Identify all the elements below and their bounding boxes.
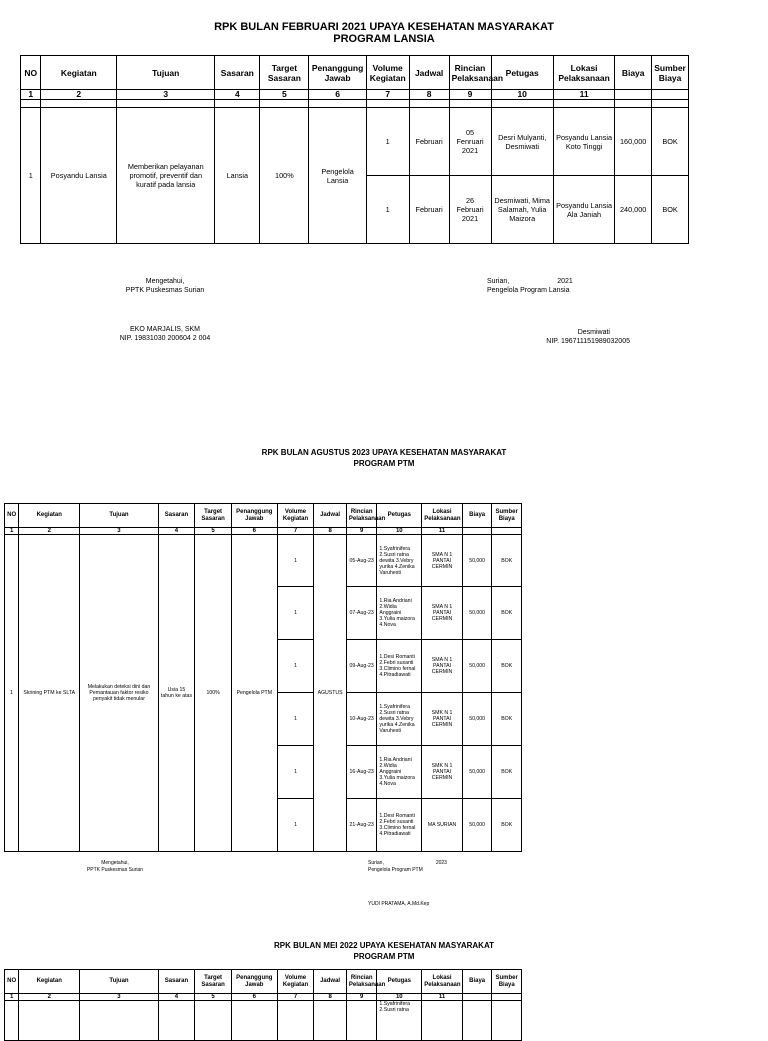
sign-right-year: 2021	[557, 278, 573, 285]
doc2-title-line1: RPK BULAN AGUSTUS 2023 UPAYA KESEHATAN MASYARAKAT	[261, 448, 507, 457]
cell-jadwal: Februari	[409, 176, 449, 244]
cell-petugas: 1.Ria Andriani 2.Widia Anggraini 3.Yulia maizora 4.Nova	[377, 746, 422, 799]
cell-biaya: 50,000	[462, 640, 492, 693]
cell-sumber: BOK	[492, 693, 522, 746]
cell-rincian: 07-Aug-23	[346, 587, 377, 640]
doc1-header-row	[21, 56, 689, 90]
cell-target: 100%	[195, 535, 232, 852]
sign-left-line2: PPTK Puskesmas Surian	[125, 287, 205, 294]
cell-biaya: 240,000	[615, 176, 652, 244]
number-cell: 7	[277, 994, 314, 1001]
header-no: NO	[5, 970, 19, 994]
doc1-sign-right	[487, 277, 627, 295]
header-rincian: Rincian Pelaksanaan	[346, 970, 377, 994]
doc1-sign-left	[90, 277, 240, 343]
cell-sumber: BOK	[492, 640, 522, 693]
doc1-sign-right-name-block	[470, 328, 630, 346]
number-cell: 6	[231, 528, 277, 535]
header-volume: Volume Kegiatan	[277, 970, 314, 994]
cell-volume: 1	[277, 640, 314, 693]
header-volume: Volume Kegiatan	[277, 504, 314, 528]
doc3-title-line1: RPK BULAN MEI 2022 UPAYA KESEHATAN MASYARAKAT	[273, 941, 495, 950]
cell-biaya: 50,000	[462, 693, 492, 746]
number-cell: 2	[19, 994, 80, 1001]
number-cell: 4	[158, 994, 195, 1001]
sign-right-nip: NIP. 196711151989032005	[546, 338, 630, 345]
sign-right-place: Surian,	[487, 278, 510, 285]
doc1-table	[20, 55, 689, 244]
header-rincian: Rincian Pelaksanaan	[346, 504, 377, 528]
cell-rincian: 05 Fenruari 2021	[449, 108, 491, 176]
cell-tujuan: Melakukan deteksi dini dan Pemantauan faktor resiko penyakit tidak menular	[80, 535, 158, 852]
header-sumber: Sumber Biaya	[492, 504, 522, 528]
number-cell: 11	[422, 994, 463, 1001]
sign-left-nip: NIP. 19831030 200604 2 004	[119, 335, 211, 342]
cell-no: 1	[5, 535, 19, 852]
header-petugas: Petugas	[377, 970, 422, 994]
number-cell: 10	[491, 90, 553, 100]
number-cell: 7	[366, 90, 409, 100]
header-sumber: Sumber Biaya	[652, 56, 689, 90]
doc1-number-row	[21, 90, 689, 100]
header-jadwal: Jadwal	[314, 504, 347, 528]
doc1-title-line1: RPK BULAN FEBRUARI 2021 UPAYA KESEHATAN MASYARAKAT	[214, 21, 554, 33]
cell-volume: 1	[366, 176, 409, 244]
sign-right-name: Desmiwati	[577, 329, 610, 336]
number-cell: 7	[277, 528, 314, 535]
cell-lokasi: MA SURIAN	[422, 799, 463, 852]
sign-right-name: YUDI PRATAMA, A.Md.Kep	[368, 901, 430, 907]
cell-no: 1	[21, 108, 41, 244]
cell-volume: 1	[277, 746, 314, 799]
table-row	[21, 108, 689, 176]
doc2-sign-right	[368, 860, 478, 873]
empty-cell	[492, 528, 522, 535]
number-cell: 2	[19, 528, 80, 535]
header-penanggung-jawab: Penanggung Jawab	[231, 970, 277, 994]
number-cell: 4	[158, 528, 195, 535]
cell-volume: 1	[277, 693, 314, 746]
empty-cell	[652, 90, 689, 100]
empty-cell	[492, 994, 522, 1001]
sign-right-line2: Pengelola Program Lansia	[487, 287, 570, 294]
header-jadwal: Jadwal	[314, 970, 347, 994]
number-cell: 2	[41, 90, 117, 100]
number-cell: 9	[449, 90, 491, 100]
cell-sumber: BOK	[652, 176, 689, 244]
number-cell: 9	[346, 528, 377, 535]
cell-jadwal: AGUSTUS	[314, 535, 347, 852]
header-tujuan: Tujuan	[117, 56, 215, 90]
header-kegiatan: Kegiatan	[19, 970, 80, 994]
cell-sumber: BOK	[652, 108, 689, 176]
header-tujuan: Tujuan	[80, 504, 158, 528]
header-no: NO	[5, 504, 19, 528]
doc3-header-row	[5, 970, 522, 994]
number-cell: 6	[231, 994, 277, 1001]
header-biaya: Biaya	[462, 970, 492, 994]
cell-biaya: 50,000	[462, 587, 492, 640]
cell-lokasi: SMA N 1 PANTAI CERMIN	[422, 640, 463, 693]
sign-left-line1: Mengetahui,	[145, 278, 185, 285]
cell-penanggung-jawab: Pengelola Lansia	[309, 108, 366, 244]
cell-biaya: 50,000	[462, 746, 492, 799]
header-petugas: Petugas	[491, 56, 553, 90]
sign-left-line2: PPTK Puskesmas Surian	[86, 866, 144, 873]
cell-sumber: BOK	[492, 535, 522, 587]
cell-lokasi: SMA N 1 PANTAI CERMIN	[422, 587, 463, 640]
cell-sumber: BOK	[492, 746, 522, 799]
cell-rincian: 10-Aug-23	[346, 693, 377, 746]
header-biaya: Biaya	[462, 504, 492, 528]
header-lokasi: Lokasi Pelaksanaan	[553, 56, 614, 90]
cell-petugas: 1.Syafrinifera 2.Susri ratna dewita 3.Vebry yurika 4.Zenika Varuhesti	[377, 693, 422, 746]
sign-right-place: Surian,	[368, 860, 384, 866]
table-row	[5, 1001, 522, 1041]
doc3-number-row	[5, 994, 522, 1001]
cell-jadwal: Februari	[409, 108, 449, 176]
cell-petugas: 1.Desi Romanti 2.Febri susanti 3.Climino fernal 4.Pitradiawati	[377, 640, 422, 693]
cell-rincian: 16-Aug-23	[346, 746, 377, 799]
header-sumber: Sumber Biaya	[492, 970, 522, 994]
empty-cell	[615, 90, 652, 100]
header-no: NO	[21, 56, 41, 90]
cell-sumber: BOK	[492, 587, 522, 640]
cell-sumber: BOK	[492, 799, 522, 852]
header-sasaran: Sasaran	[158, 970, 195, 994]
number-cell: 3	[117, 90, 215, 100]
cell-rincian: 26 Februari 2021	[449, 176, 491, 244]
header-target: Target Sasaran	[195, 504, 232, 528]
sign-left-name: EKO MARJALIS, SKM	[129, 326, 201, 333]
empty-cell	[462, 994, 492, 1001]
cell-volume: 1	[277, 799, 314, 852]
cell-rincian: 21-Aug-23	[346, 799, 377, 852]
cell-petugas: 1.Syafrinifera 2.Susri ratna dewita 3.Vebry yurika 4.Zenika Varuhesti	[377, 535, 422, 587]
header-lokasi: Lokasi Pelaksanaan	[422, 504, 463, 528]
cell-kegiatan: Posyandu Lansia	[41, 108, 117, 244]
header-tujuan: Tujuan	[80, 970, 158, 994]
header-target: Target Sasaran	[195, 970, 232, 994]
header-penanggung-jawab: Penanggung Jawab	[309, 56, 366, 90]
cell-penanggung-jawab: Pengelola PTM	[231, 535, 277, 852]
number-cell: 1	[5, 528, 19, 535]
number-cell: 11	[422, 528, 463, 535]
sign-right-year: 2023	[435, 860, 447, 866]
doc3-title-line2: PROGRAM PTM	[353, 952, 415, 961]
table-row	[5, 535, 522, 587]
number-cell: 11	[553, 90, 614, 100]
number-cell: 8	[314, 994, 347, 1001]
cell-sasaran: Usia 15 tahun ke atas	[158, 535, 195, 852]
number-cell: 5	[195, 994, 232, 1001]
number-cell: 10	[377, 528, 422, 535]
header-kegiatan: Kegiatan	[41, 56, 117, 90]
cell-lokasi: SMK N 1 PANTAI CERMIN	[422, 693, 463, 746]
header-lokasi: Lokasi Pelaksanaan	[422, 970, 463, 994]
number-cell: 3	[80, 994, 158, 1001]
cell-kegiatan: Skrining PTM ke SLTA	[19, 535, 80, 852]
number-cell: 9	[346, 994, 377, 1001]
doc1-blank-row	[21, 100, 689, 108]
doc2-table	[4, 503, 522, 852]
number-cell: 1	[21, 90, 41, 100]
number-cell: 4	[215, 90, 260, 100]
cell-volume: 1	[366, 108, 409, 176]
cell-biaya: 50,000	[462, 535, 492, 587]
doc1-title-line2: PROGRAM LANSIA	[333, 33, 435, 45]
doc2-title-line2: PROGRAM PTM	[353, 459, 415, 468]
cell-petugas: 1.Desi Romanti 2.Febri susanti 3.Climino fernal 4.Pitradiawati	[377, 799, 422, 852]
doc2-number-row	[5, 528, 522, 535]
cell-lokasi: Posyandu Lansia Koto Tinggi	[553, 108, 614, 176]
cell-target: 100%	[260, 108, 309, 244]
cell-lokasi: SMA N 1 PANTAI CERMIN	[422, 535, 463, 587]
number-cell: 3	[80, 528, 158, 535]
doc2-sign-left	[60, 860, 170, 873]
header-target: Target Sasaran	[260, 56, 309, 90]
doc2-header-row	[5, 504, 522, 528]
number-cell: 10	[377, 994, 422, 1001]
cell-petugas: Desri Mulyanti, Desmiwati	[491, 108, 553, 176]
header-penanggung-jawab: Penanggung Jawab	[231, 504, 277, 528]
empty-cell	[462, 528, 492, 535]
cell-volume: 1	[277, 587, 314, 640]
cell-biaya: 50,000	[462, 799, 492, 852]
header-kegiatan: Kegiatan	[19, 504, 80, 528]
number-cell: 5	[195, 528, 232, 535]
cell-petugas: 1.Ria Andriani 2.Widia Anggraini 3.Yulia maizora 4.Nova	[377, 587, 422, 640]
header-petugas: Petugas	[377, 504, 422, 528]
number-cell: 5	[260, 90, 309, 100]
header-volume: Volume Kegiatan	[366, 56, 409, 90]
cell-petugas: 1.Syafrinifera 2.Susri ratna	[377, 1001, 422, 1041]
cell-volume: 1	[277, 535, 314, 587]
header-jadwal: Jadwal	[409, 56, 449, 90]
doc3-table	[4, 969, 522, 1041]
cell-lokasi: Posyandu Lansia Ala Janiah	[553, 176, 614, 244]
cell-tujuan: Memberikan pelayanan promotif, preventif dan kuratif pada lansia	[117, 108, 215, 244]
sign-right-line2: Pengelola Program PTM	[368, 866, 423, 873]
header-rincian: Rincian Pelaksanaan	[449, 56, 491, 90]
number-cell: 6	[309, 90, 366, 100]
header-biaya: Biaya	[615, 56, 652, 90]
cell-biaya: 160,000	[615, 108, 652, 176]
number-cell: 1	[5, 994, 19, 1001]
number-cell: 8	[409, 90, 449, 100]
cell-rincian: 05-Aug-23	[346, 535, 377, 587]
cell-rincian: 09-Aug-23	[346, 640, 377, 693]
cell-petugas: Desmiwati, Mima Salamah, Yulia Maizora	[491, 176, 553, 244]
header-sasaran: Sasaran	[215, 56, 260, 90]
number-cell: 8	[314, 528, 347, 535]
header-sasaran: Sasaran	[158, 504, 195, 528]
cell-sasaran: Lansia	[215, 108, 260, 244]
sign-left-line1: Mengetahui,	[101, 860, 129, 866]
cell-lokasi: SMK N 1 PANTAI CERMIN	[422, 746, 463, 799]
